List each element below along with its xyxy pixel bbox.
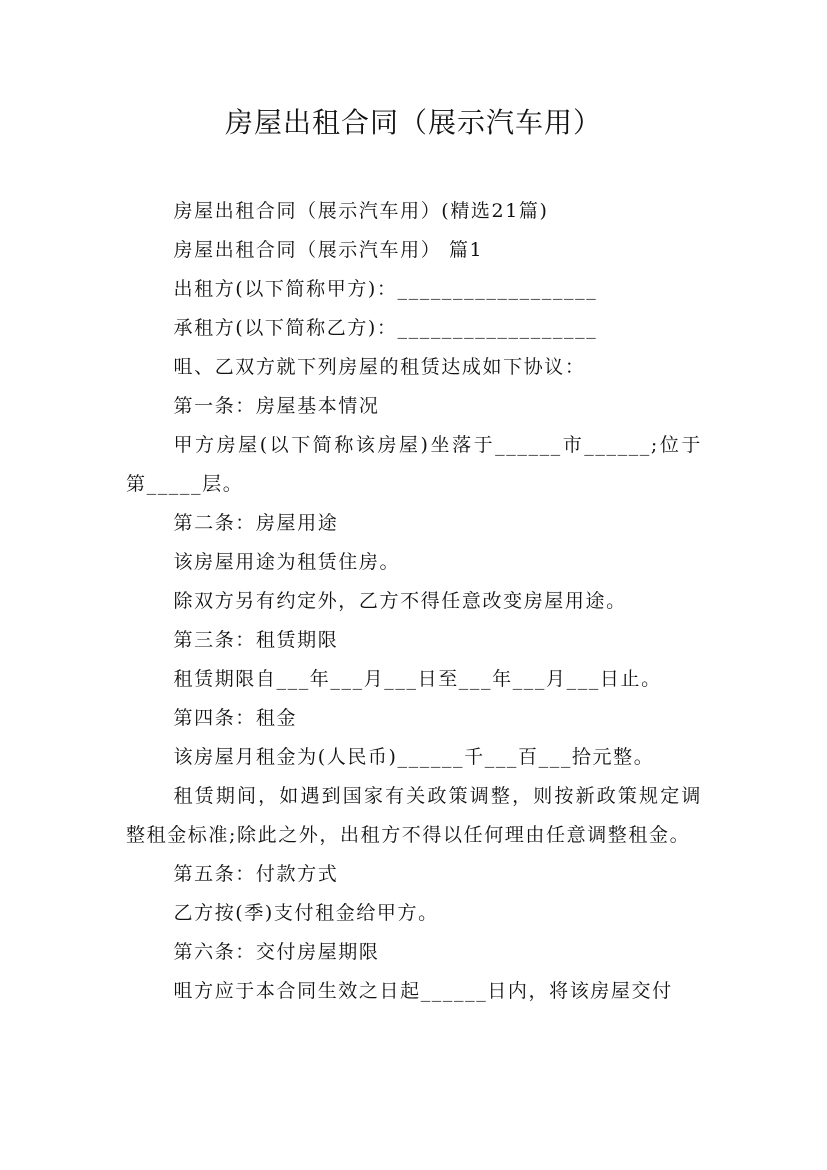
article-6-heading: 第六条：交付房屋期限 [173, 941, 380, 963]
paragraph-collection-title: 房屋出租合同（展示汽车用）(精选21篇) [173, 200, 549, 222]
paragraph-agreement-intro: 咀、乙双方就下列房屋的租赁达成如下协议： [173, 356, 586, 378]
article-4-heading: 第四条：租金 [173, 707, 298, 729]
article-3-body: 租赁期限自___年___月___日至___年___月___日止。 [173, 668, 662, 690]
paragraph-section-heading: 房屋出租合同（展示汽车用） 篇1 [173, 239, 484, 261]
article-2-heading: 第二条：房屋用途 [173, 512, 339, 534]
article-3-heading: 第三条：租赁期限 [173, 629, 339, 651]
article-2-body-2: 除双方另有约定外，乙方不得任意改变房屋用途。 [173, 590, 627, 612]
article-1-body: 甲方房屋(以下简称该房屋)坐落于______市______;位于第_____层。 [126, 434, 702, 495]
article-2-body-1: 该房屋用途为租赁住房。 [173, 551, 401, 573]
article-1-heading: 第一条：房屋基本情况 [173, 395, 380, 417]
article-4-body-2: 租赁期间，如遇到国家有关政策调整，则按新政策规定调整租金标准;除此之外，出租方不得以任何理由任意调整租金。 [126, 785, 702, 846]
article-5-heading: 第五条：付款方式 [173, 863, 339, 885]
article-4-body-1: 该房屋月租金为(人民币)______千___百___拾元整。 [173, 746, 655, 768]
document-title: 房屋出租合同（展示汽车用） [224, 106, 602, 139]
document-body [126, 192, 702, 1011]
paragraph-lessor: 出租方(以下简称甲方)：__________________ [173, 278, 598, 300]
paragraph-lessee: 承租方(以下简称乙方)：__________________ [173, 317, 598, 339]
article-5-body: 乙方按(季)支付租金给甲方。 [173, 902, 439, 924]
article-6-body: 咀方应于本合同生效之日起______日内，将该房屋交付 [173, 980, 673, 1002]
